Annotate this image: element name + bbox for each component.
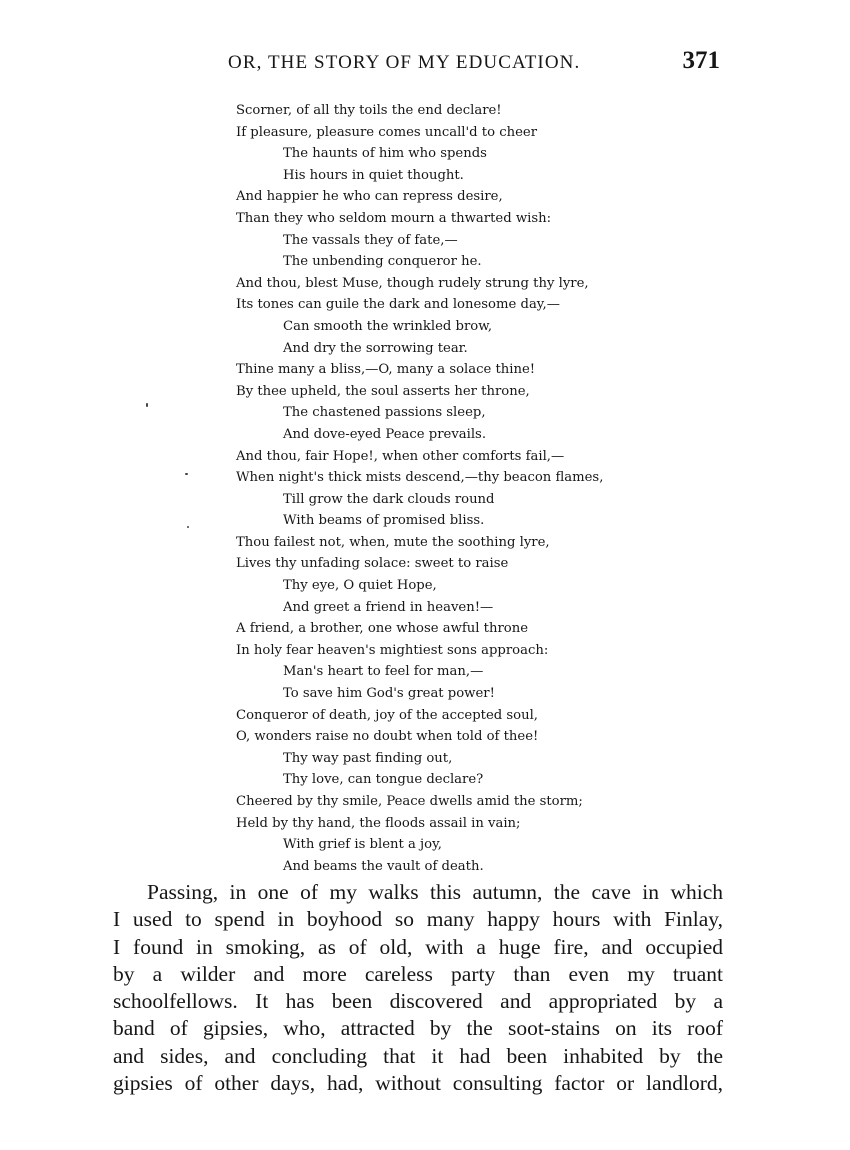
- prose-line: and sides, and concluding that it had been inhabited by the: [113, 1043, 723, 1068]
- poem-line: A friend, a brother, one whose awful throne: [236, 621, 528, 637]
- poem-line: Thy love, can tongue declare?: [283, 772, 484, 788]
- poem-line: To save him God's great power!: [283, 686, 495, 702]
- poem-line: The vassals they of fate,—: [283, 232, 458, 248]
- prose-line: by a wilder and more careless party than even my truant: [113, 961, 723, 986]
- poem-line: Scorner, of all thy toils the end declare!: [236, 103, 502, 118]
- prose-line: gipsies of other days, had, without consulting factor or landlord,: [113, 1071, 723, 1096]
- poem-line: With grief is blent a joy,: [283, 837, 442, 853]
- prose-line: band of gipsies, who, attracted by the soot-stains on its roof: [113, 1016, 723, 1041]
- poem-line: Till grow the dark clouds round: [283, 491, 495, 507]
- prose-line: schoolfellows. It has been discovered and appropriated by a: [113, 989, 723, 1014]
- poem-line: Lives thy unfading solace: sweet to raise: [236, 556, 509, 572]
- poem-line: In holy fear heaven's mightiest sons approach:: [236, 642, 549, 658]
- poem-line: Man's heart to feel for man,—: [283, 664, 484, 680]
- page-number: 371: [682, 47, 720, 74]
- print-speck: [185, 473, 188, 475]
- print-speck: [146, 403, 148, 407]
- poem-line: O, wonders raise no doubt when told of thee!: [236, 729, 539, 745]
- poem-line: And dove-eyed Peace prevails.: [283, 426, 487, 442]
- poem-line: And dry the sorrowing tear.: [283, 340, 468, 356]
- running-title: OR, THE STORY OF MY EDUCATION.: [228, 52, 581, 73]
- poem-line: Cheered by thy smile, Peace dwells amid the storm;: [236, 794, 583, 809]
- poem-line: And beams the vault of death.: [283, 858, 484, 874]
- poem-line: Than they who seldom mourn a thwarted wish:: [236, 210, 552, 226]
- poem-line: And happier he who can repress desire,: [236, 189, 503, 205]
- prose-line: I found in smoking, as of old, with a huge fire, and occupied: [113, 934, 723, 959]
- print-speck: [187, 526, 189, 528]
- poem-line: His hours in quiet thought.: [283, 167, 464, 183]
- poem: [236, 100, 666, 877]
- poem-line: Thine many a bliss,—O, many a solace thine!: [236, 362, 536, 378]
- poem-line: When night's thick mists descend,—thy beacon flames,: [236, 470, 604, 486]
- poem-line: With beams of promised bliss.: [283, 513, 485, 529]
- poem-line: And thou, fair Hope!, when other comforts fail,—: [236, 448, 565, 464]
- poem-line: And thou, blest Muse, though rudely strung thy lyre,: [236, 275, 589, 291]
- prose-paragraph: [113, 879, 723, 1097]
- poem-line: Can smooth the wrinkled brow,: [283, 318, 493, 334]
- poem-line: And greet a friend in heaven!—: [283, 599, 494, 615]
- running-head: [228, 47, 720, 80]
- poem-line: Thy way past finding out,: [283, 750, 453, 766]
- poem-line: By thee upheld, the soul asserts her throne,: [236, 383, 530, 399]
- poem-line: Its tones can guile the dark and lonesome day,—: [236, 297, 560, 313]
- poem-line: The haunts of him who spends: [283, 146, 487, 162]
- poem-line: Thy eye, O quiet Hope,: [283, 578, 437, 594]
- prose-line: Passing, in one of my walks this autumn, the cave in which: [147, 880, 723, 904]
- poem-line: The unbending conqueror he.: [283, 254, 482, 270]
- poem-line: If pleasure, pleasure comes uncall'd to cheer: [236, 124, 537, 140]
- poem-line: Thou failest not, when, mute the soothing lyre,: [236, 534, 550, 550]
- poem-line: Held by thy hand, the floods assail in vain;: [236, 815, 521, 831]
- poem-line: The chastened passions sleep,: [283, 405, 486, 421]
- prose-line: I used to spend in boyhood so many happy hours with Finlay,: [113, 907, 723, 932]
- poem-line: Conqueror of death, joy of the accepted soul,: [236, 707, 538, 723]
